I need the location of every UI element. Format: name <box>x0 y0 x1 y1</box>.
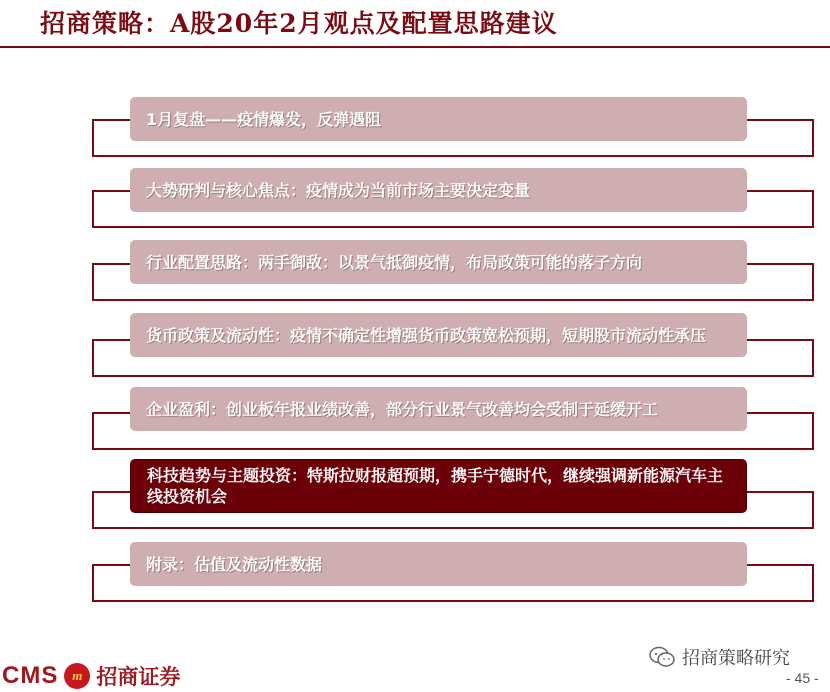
agenda-item-label: 行业配置思路：两手御敌：以景气抵御疫情，布局政策可能的落子方向 <box>146 252 643 272</box>
title-divider <box>0 46 830 48</box>
wechat-account <box>648 644 790 670</box>
agenda-item-1[interactable] <box>130 97 747 141</box>
agenda-item-label: 1月复盘——疫情爆发，反弹遇阻 <box>146 109 382 129</box>
logo-text: CMS <box>2 662 59 689</box>
page-number: - 45 - <box>786 670 819 686</box>
agenda-item-7[interactable] <box>130 542 747 586</box>
agenda-item-label: 货币政策及流动性：疫情不确定性增强货币政策宽松预期，短期股市流动性承压 <box>146 325 707 345</box>
logo-chinese-name: 招商证券 <box>96 664 181 689</box>
page-title: 招商策略：A股20年2月观点及配置思路建议 <box>40 9 558 38</box>
agenda-item-label: 科技趋势与主题投资：特斯拉财报超预期，携手宁德时代，继续强调新能源汽车主线投资机会 <box>147 466 724 506</box>
agenda-item-6-active[interactable] <box>130 459 747 513</box>
logo-seal-icon: m <box>64 663 90 689</box>
agenda-item-label: 企业盈利：创业板年报业绩改善，部分行业景气改善均会受制于延缓开工 <box>146 399 659 419</box>
agenda-item-4[interactable] <box>130 313 747 357</box>
agenda-item-3[interactable] <box>130 240 747 284</box>
wechat-label: 招商策略研究 <box>682 648 790 669</box>
agenda-item-2[interactable] <box>130 168 747 212</box>
company-logo <box>2 661 180 691</box>
agenda-item-5[interactable] <box>130 387 747 431</box>
agenda-item-label: 大势研判与核心焦点：疫情成为当前市场主要决定变量 <box>146 180 531 200</box>
wechat-icon <box>648 646 676 668</box>
agenda-item-label: 附录：估值及流动性数据 <box>146 554 323 574</box>
